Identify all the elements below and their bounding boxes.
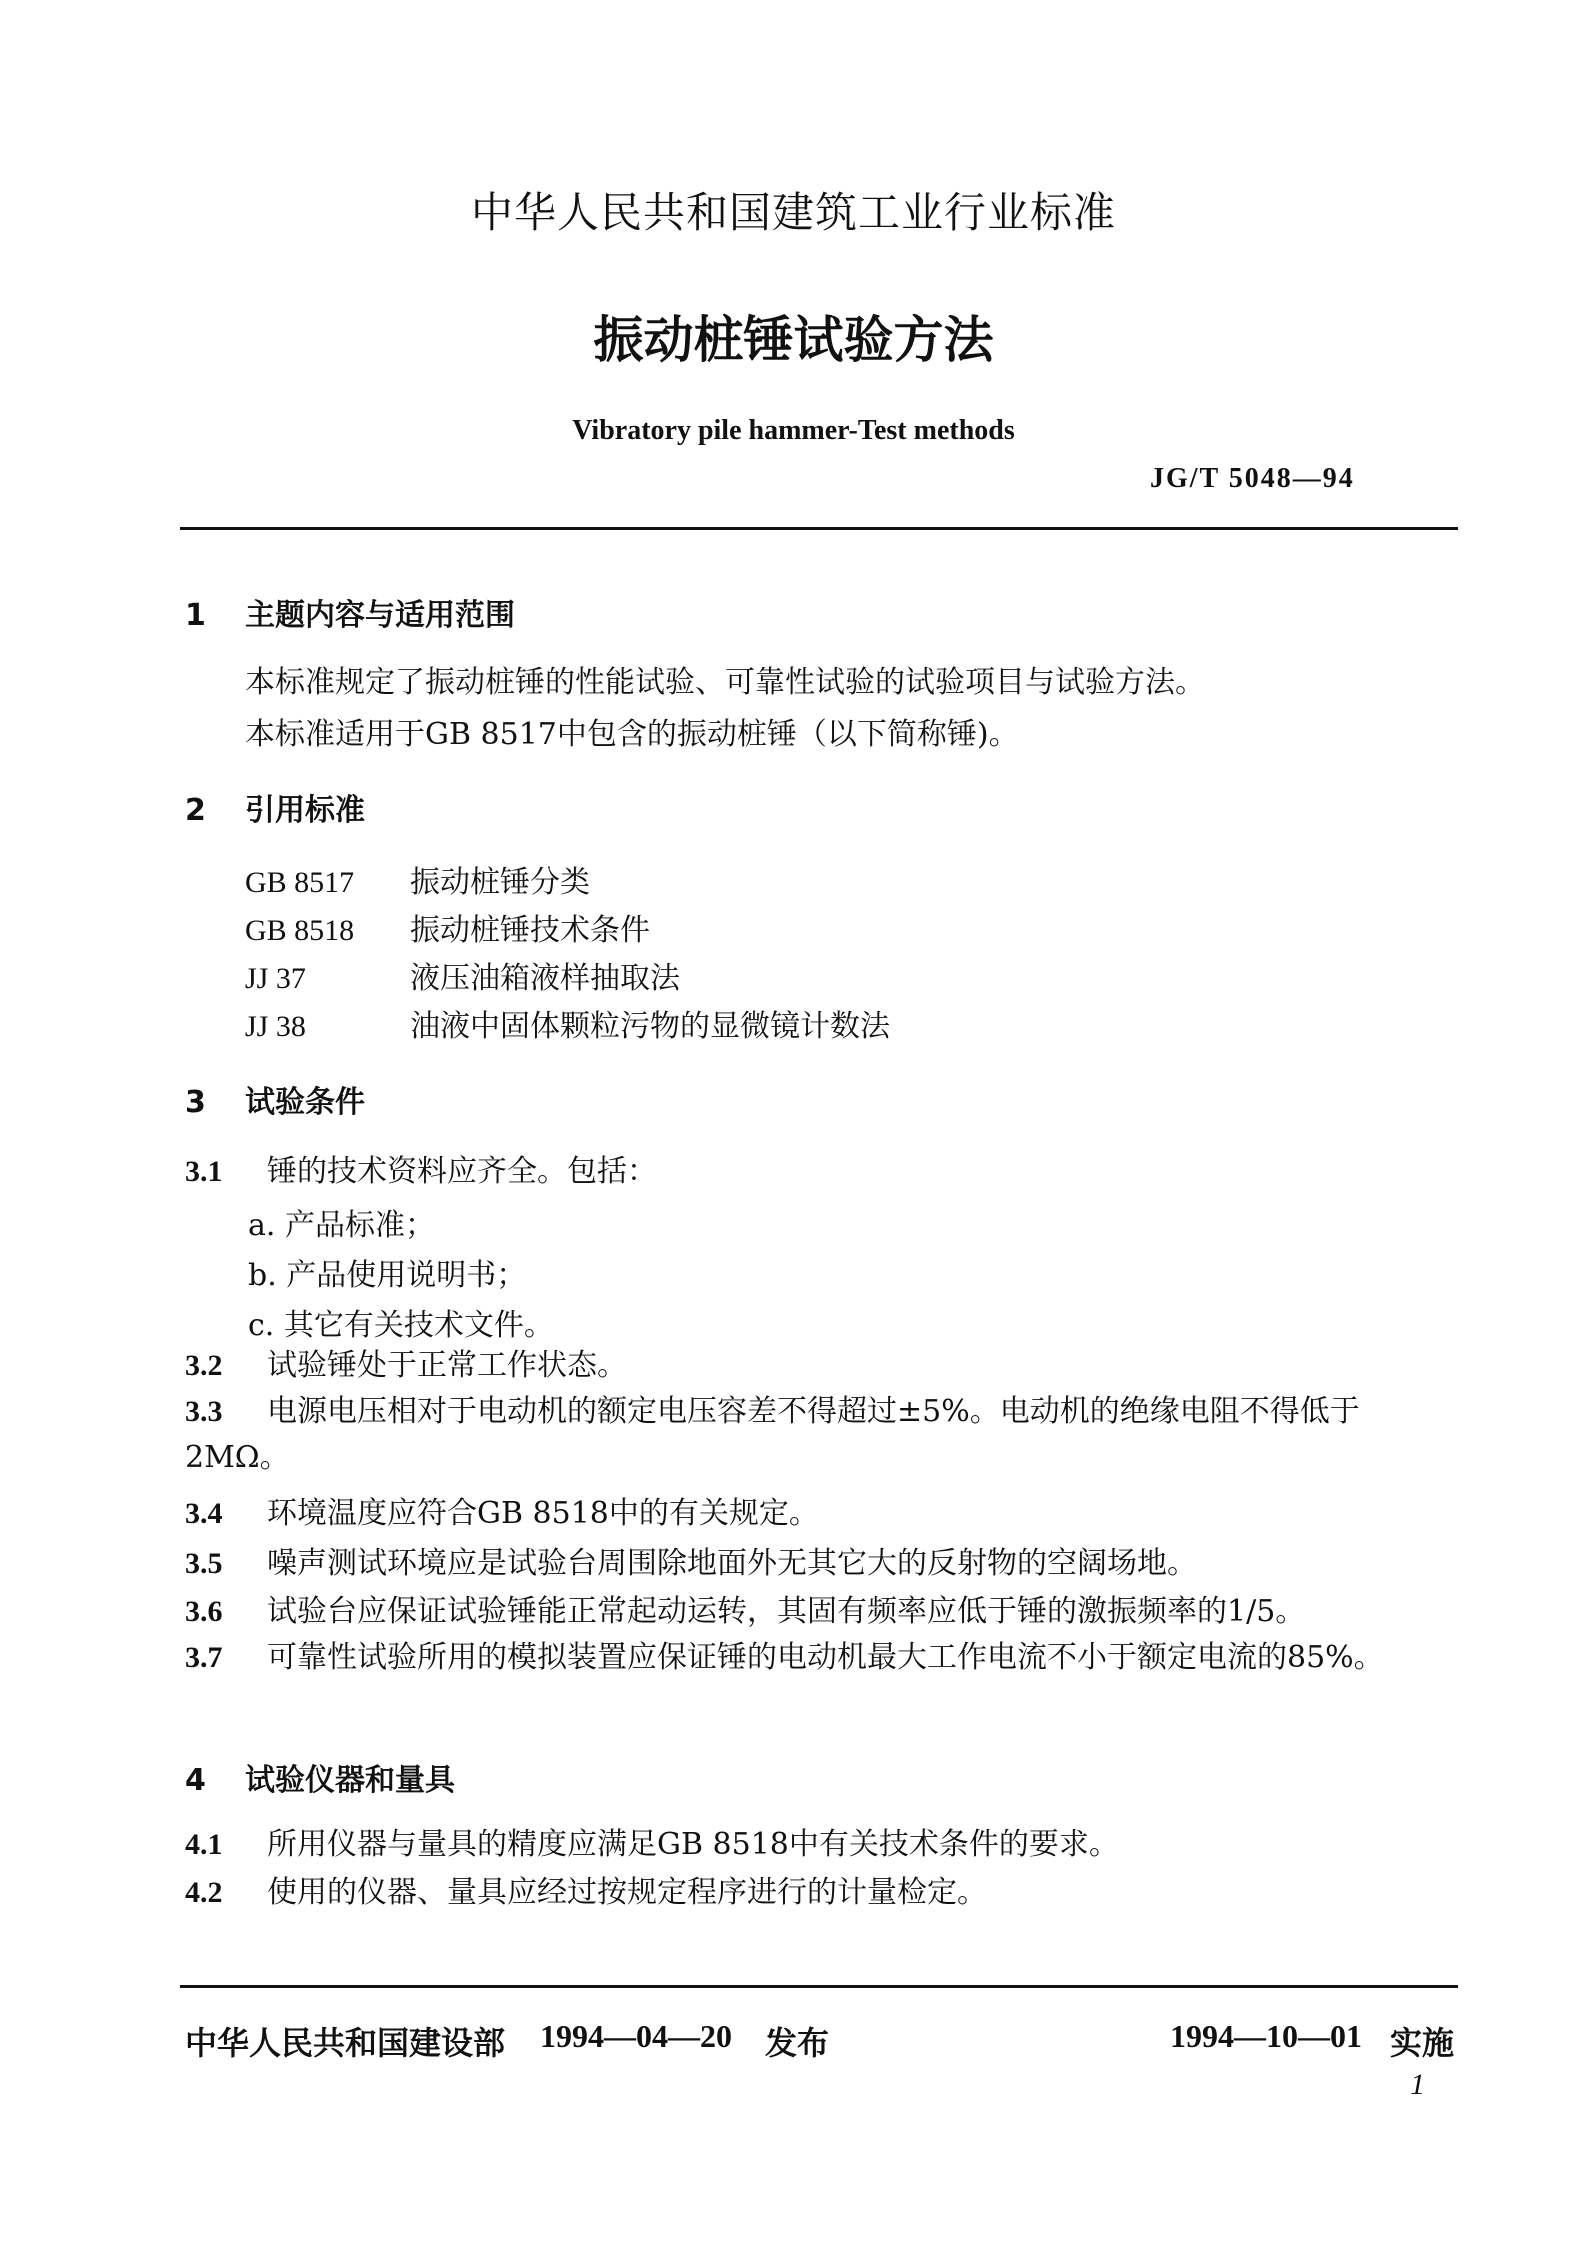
sub-item: b. 产品使用说明书； xyxy=(248,1258,527,1293)
section-title: 主题内容与适用范围 xyxy=(245,598,515,633)
clause-3-4 xyxy=(185,1491,1460,1537)
reference-title: 油液中固体颗粒污物的显微镜计数法 xyxy=(410,1009,890,1044)
clause-text: 试验台应保证试验锤能正常起动运转，其固有频率应低于锤的激振频率的1/5。 xyxy=(267,1594,1306,1629)
section-number: 1 xyxy=(185,598,206,633)
reference-code: JJ 38 xyxy=(245,1010,306,1043)
clause-text: 电源电压相对于电动机的额定电压容差不得超过±5%。电动机的绝缘电阻不得低于2MΩ。 xyxy=(185,1394,1360,1475)
clause-3-3 xyxy=(185,1389,1460,1481)
section-heading-2 xyxy=(185,785,365,829)
section-number: 3 xyxy=(185,1085,206,1120)
reference-item xyxy=(245,953,680,997)
footer-divider xyxy=(180,1985,1458,1988)
clause-3-7 xyxy=(185,1635,1460,1681)
page-number: 1 xyxy=(1410,2068,1425,2101)
clause-text: 环境温度应符合GB 8518中的有关规定。 xyxy=(267,1496,819,1531)
clause-text: 噪声测试环境应是试验台周围除地面外无其它大的反射物的空阔场地。 xyxy=(267,1546,1197,1581)
clause-text: 所用仪器与量具的精度应满足GB 8518中有关技术条件的要求。 xyxy=(267,1827,1119,1862)
issue-date: 1994—04—20 xyxy=(540,2018,732,2054)
reference-title: 振动桩锤分类 xyxy=(410,865,590,900)
clause-number: 3.2 xyxy=(185,1349,223,1382)
reference-title: 振动桩锤技术条件 xyxy=(410,913,650,948)
clause-3-5 xyxy=(185,1541,1460,1587)
section-number: 4 xyxy=(185,1763,206,1798)
clause-number: 4.1 xyxy=(185,1828,223,1861)
clause-3-6 xyxy=(185,1589,1460,1635)
clause-3-2 xyxy=(185,1343,1460,1389)
clause-number: 4.2 xyxy=(185,1876,223,1909)
document-title-english: Vibratory pile hammer-Test methods xyxy=(572,415,1015,446)
clause-number: 3.5 xyxy=(185,1547,223,1580)
clause-number: 3.7 xyxy=(185,1641,223,1674)
standard-code: JG/T 5048—94 xyxy=(1150,463,1355,494)
section-heading-3 xyxy=(185,1077,365,1121)
header-divider xyxy=(180,527,1458,530)
effective-date: 1994—10—01 xyxy=(1170,2018,1362,2054)
clause-text: 使用的仪器、量具应经过按规定程序进行的计量检定。 xyxy=(267,1875,987,1910)
reference-title: 液压油箱液样抽取法 xyxy=(410,961,680,996)
clause-3-1 xyxy=(185,1149,1460,1195)
clause-text: 可靠性试验所用的模拟装置应保证锤的电动机最大工作电流不小于额定电流的85%。 xyxy=(267,1640,1384,1675)
section-title: 引用标准 xyxy=(245,793,365,828)
clause-number: 3.6 xyxy=(185,1595,223,1628)
reference-code: JJ 37 xyxy=(245,962,306,995)
sub-item: c. 其它有关技术文件。 xyxy=(248,1308,554,1343)
paragraph: 本标准适用于GB 8517中包含的振动桩锤（以下简称锤)。 xyxy=(245,717,1019,752)
section-heading-4 xyxy=(185,1755,455,1799)
clause-text: 试验锤处于正常工作状态。 xyxy=(267,1348,627,1383)
clause-number: 3.1 xyxy=(185,1155,223,1188)
section-number: 2 xyxy=(185,793,206,828)
reference-item xyxy=(245,905,650,949)
clause-4-1 xyxy=(185,1822,1460,1868)
clause-number: 3.4 xyxy=(185,1497,223,1530)
reference-item xyxy=(245,1001,890,1045)
issuer: 中华人民共和国建设部 xyxy=(185,2024,506,2062)
sub-item: a. 产品标准； xyxy=(248,1208,435,1243)
clause-text: 锤的技术资料应齐全。包括： xyxy=(267,1154,657,1189)
section-title: 试验条件 xyxy=(245,1085,365,1120)
clause-4-2 xyxy=(185,1870,1460,1916)
reference-code: GB 8518 xyxy=(245,914,355,947)
document-title: 振动桩锤试验方法 xyxy=(593,311,994,369)
section-title: 试验仪器和量具 xyxy=(245,1763,455,1798)
clause-number: 3.3 xyxy=(185,1395,223,1428)
issue-label: 发布 xyxy=(765,2024,830,2062)
section-heading-1 xyxy=(185,590,515,634)
effective-label: 实施 xyxy=(1390,2024,1455,2062)
paragraph: 本标准规定了振动桩锤的性能试验、可靠性试验的试验项目与试验方法。 xyxy=(245,665,1205,700)
reference-code: GB 8517 xyxy=(245,866,355,899)
standard-organization: 中华人民共和国建筑工业行业标准 xyxy=(470,188,1116,237)
reference-item xyxy=(245,857,590,901)
